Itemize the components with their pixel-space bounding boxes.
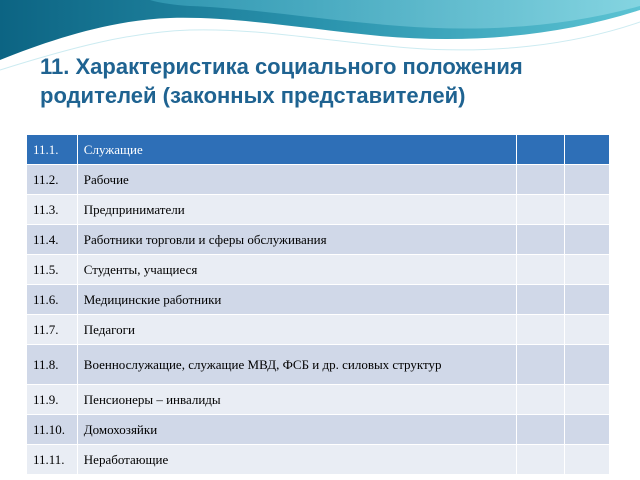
empty-cell [565,285,610,315]
row-number: 11.9. [27,385,78,415]
empty-cell [516,135,565,165]
empty-cell [565,225,610,255]
table-row [27,285,610,315]
empty-cell [565,135,610,165]
empty-cell [516,195,565,225]
table-row [27,345,610,385]
table-row [27,385,610,415]
table-row [27,135,610,165]
empty-cell [516,345,565,385]
row-number: 11.7. [27,315,78,345]
row-number: 11.3. [27,195,78,225]
empty-cell [516,385,565,415]
row-label: Неработающие [77,445,516,475]
empty-cell [516,445,565,475]
row-label: Медицинские работники [77,285,516,315]
row-label: Студенты, учащиеся [77,255,516,285]
row-number: 11.1. [27,135,78,165]
empty-cell [516,225,565,255]
empty-cell [565,165,610,195]
row-label: Рабочие [77,165,516,195]
table-row [27,315,610,345]
row-number: 11.2. [27,165,78,195]
row-label: Работники торговли и сферы обслуживания [77,225,516,255]
table-row [27,195,610,225]
table-row [27,445,610,475]
row-number: 11.8. [27,345,78,385]
social-status-table [26,134,610,475]
empty-cell [516,255,565,285]
empty-cell [565,415,610,445]
row-label: Пенсионеры – инвалиды [77,385,516,415]
empty-cell [565,195,610,225]
row-label: Предприниматели [77,195,516,225]
table-row [27,165,610,195]
row-number: 11.11. [27,445,78,475]
empty-cell [516,415,565,445]
table-row [27,255,610,285]
empty-cell [516,285,565,315]
empty-cell [565,445,610,475]
row-number: 11.4. [27,225,78,255]
empty-cell [565,345,610,385]
slide-title: 11. Характеристика социального положения родителей (законных представителей) [40,54,523,108]
table-row [27,225,610,255]
row-label: Домохозяйки [77,415,516,445]
row-number: 11.6. [27,285,78,315]
empty-cell [516,165,565,195]
table-row [27,415,610,445]
empty-cell [516,315,565,345]
row-label: Педагоги [77,315,516,345]
row-label: Служащие [77,135,516,165]
empty-cell [565,385,610,415]
row-number: 11.5. [27,255,78,285]
row-number: 11.10. [27,415,78,445]
row-label: Военнослужащие, служащие МВД, ФСБ и др. силовых структур [77,345,516,385]
empty-cell [565,255,610,285]
empty-cell [565,315,610,345]
